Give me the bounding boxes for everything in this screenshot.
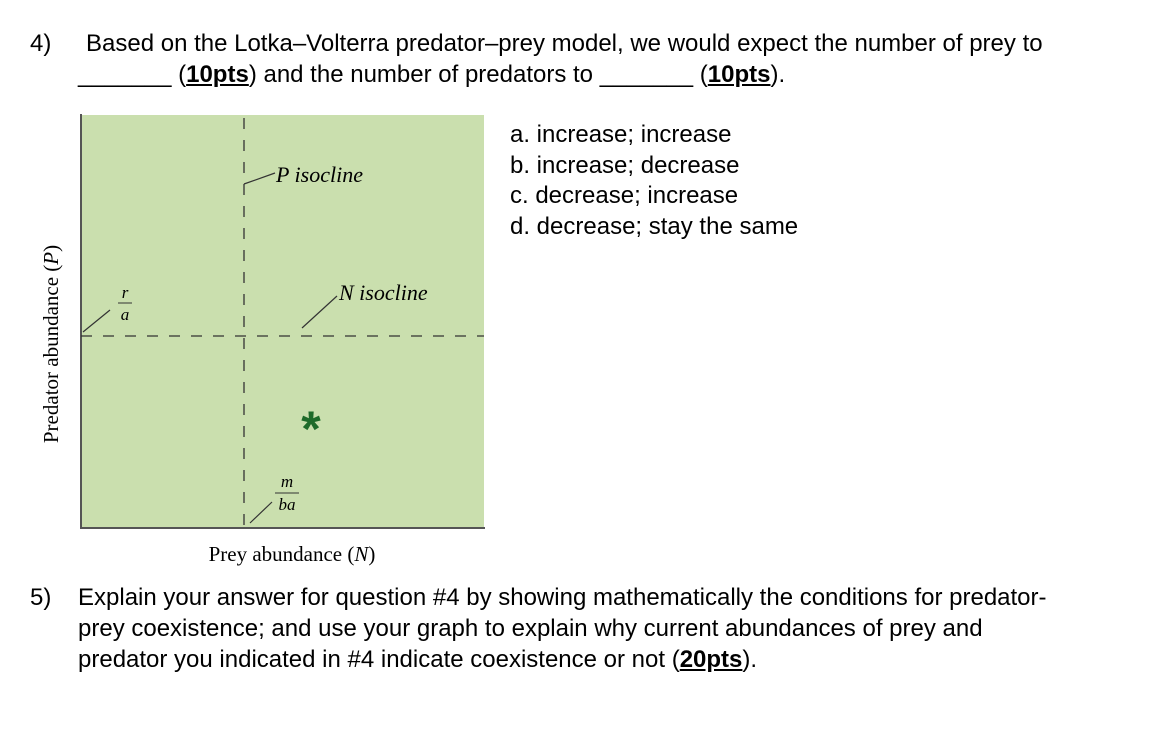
x-axis-label: Prey abundance (N) <box>208 542 376 566</box>
points-badge: 10pts <box>186 61 249 88</box>
answer-blank-predator: _______ <box>599 61 694 88</box>
current-abundance-marker: * <box>301 401 321 457</box>
option-d[interactable]: d. decrease; stay the same <box>510 212 799 240</box>
option-b[interactable]: b. increase; decrease <box>510 151 740 179</box>
y-axis-label: Predator abundance (P) <box>39 244 63 444</box>
p-isocline-label: P isocline <box>276 162 363 187</box>
answer-blank-prey: _______ <box>78 61 172 88</box>
r-over-a-denominator: a <box>120 305 130 324</box>
question-5-line-3: predator you indicated in #4 indicate coexistence or not (20pts). <box>78 646 758 673</box>
m-over-ba-denominator: ba <box>278 495 296 514</box>
option-c[interactable]: c. decrease; increase <box>510 182 739 209</box>
question-4-number: 4) <box>30 30 52 57</box>
question-5-number: 5) <box>30 584 52 611</box>
question-4-line-2: _______ (10pts) and the number of predators to _______ (10pts). <box>78 61 786 88</box>
points-badge: 10pts <box>707 61 771 88</box>
question-4-text <box>78 28 1043 90</box>
option-a[interactable]: a. increase; increase <box>510 121 732 148</box>
question-5-line-2: prey coexistence; and use your graph to explain why current abundances of prey and <box>78 615 983 642</box>
n-isocline-label: N isocline <box>339 280 428 305</box>
r-over-a-numerator: r <box>121 283 129 302</box>
question-4-line-1: Based on the Lotka–Volterra predator–prey model, we would expect the number of prey to <box>86 30 1043 57</box>
question-5-text <box>78 582 1047 675</box>
answer-options <box>510 120 798 242</box>
m-over-ba-numerator: m <box>280 472 294 491</box>
question-5-line-1: Explain your answer for question #4 by showing mathematically the conditions for predator- <box>78 584 1047 611</box>
isocline-graph <box>30 110 500 570</box>
points-badge: 20pts <box>679 646 743 673</box>
